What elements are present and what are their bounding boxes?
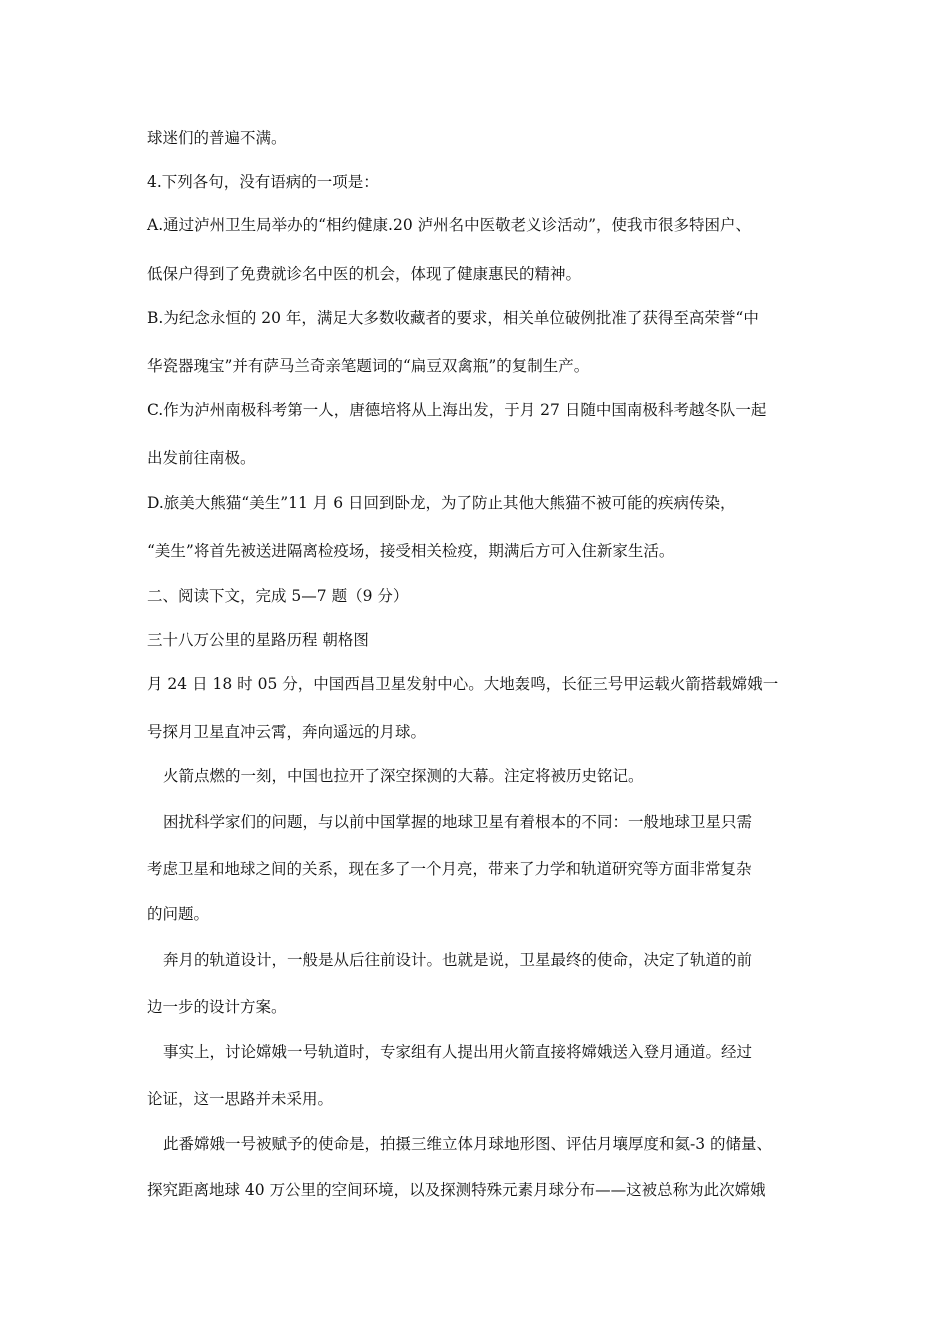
option-b-line-2: 华瓷器瑰宝”并有萨马兰奇亲笔题词的“扁豆双禽瓶”的复制生产。 bbox=[147, 357, 590, 375]
option-a-line-1: A.通过泸州卫生局举办的“相约健康.20 泸州名中医敬老义诊活动”，使我市很多特困户、 bbox=[147, 216, 752, 234]
option-a-line-2: 低保户得到了免费就诊名中医的机会，体现了健康惠民的精神。 bbox=[147, 265, 582, 283]
option-d-line-2: “美生”将首先被送进隔离检疫场，接受相关检疫，期满后方可入住新家生活。 bbox=[147, 542, 675, 560]
paragraph-line: 困扰科学家们的问题，与以前中国掌握的地球卫星有着根本的不同：一般地球卫星只需 bbox=[163, 813, 753, 831]
article-title: 三十八万公里的星路历程 朝格图 bbox=[147, 631, 369, 649]
paragraph-line: 此番嫦娥一号被赋予的使命是，拍摄三维立体月球地形图、评估月壤厚度和氦-3 的储量、 bbox=[163, 1135, 773, 1153]
text-line: 球迷们的普遍不满。 bbox=[147, 129, 287, 147]
paragraph-line: 考虑卫星和地球之间的关系，现在多了一个月亮，带来了力学和轨道研究等方面非常复杂 bbox=[147, 860, 752, 878]
paragraph-line: 论证，这一思路并未采用。 bbox=[147, 1090, 334, 1108]
paragraph-line: 事实上，讨论嫦娥一号轨道时，专家组有人提出用火箭直接将嫦娥送入登月通道。经过 bbox=[163, 1043, 753, 1061]
question-4-stem: 4.下列各句，没有语病的一项是： bbox=[147, 173, 379, 191]
paragraph-line: 边一步的设计方案。 bbox=[147, 998, 287, 1016]
paragraph-line: 月 24 日 18 时 05 分，中国西昌卫星发射中心。大地轰鸣，长征三号甲运载火箭搭载嫦娥一 bbox=[147, 675, 779, 693]
paragraph-line: 奔月的轨道设计，一般是从后往前设计。也就是说，卫星最终的使命，决定了轨道的前 bbox=[163, 951, 753, 969]
paragraph-line: 号探月卫星直冲云霄，奔向遥远的月球。 bbox=[147, 723, 427, 741]
option-c-line-2: 出发前往南极。 bbox=[147, 449, 256, 467]
option-c-line-1: C.作为泸州南极科考第一人，唐德培将从上海出发，于月 27 日随中国南极科考越冬队一起 bbox=[147, 401, 767, 419]
option-b-line-1: B.为纪念永恒的 20 年，满足大多数收藏者的要求，相关单位破例批准了获得至高荣誉“中 bbox=[147, 309, 759, 327]
paragraph-line: 火箭点燃的一刻，中国也拉开了深空探测的大幕。注定将被历史铭记。 bbox=[163, 767, 644, 785]
section-heading: 二、阅读下文，完成 5—7 题（9 分） bbox=[147, 587, 409, 605]
paragraph-line: 的问题。 bbox=[147, 905, 210, 923]
paragraph-line: 探究距离地球 40 万公里的空间环境，以及探测特殊元素月球分布——这被总称为此次嫦娥 bbox=[147, 1181, 766, 1199]
option-d-line-1: D.旅美大熊猫“美生”11 月 6 日回到卧龙，为了防止其他大熊猫不被可能的疾病传染， bbox=[147, 494, 736, 512]
